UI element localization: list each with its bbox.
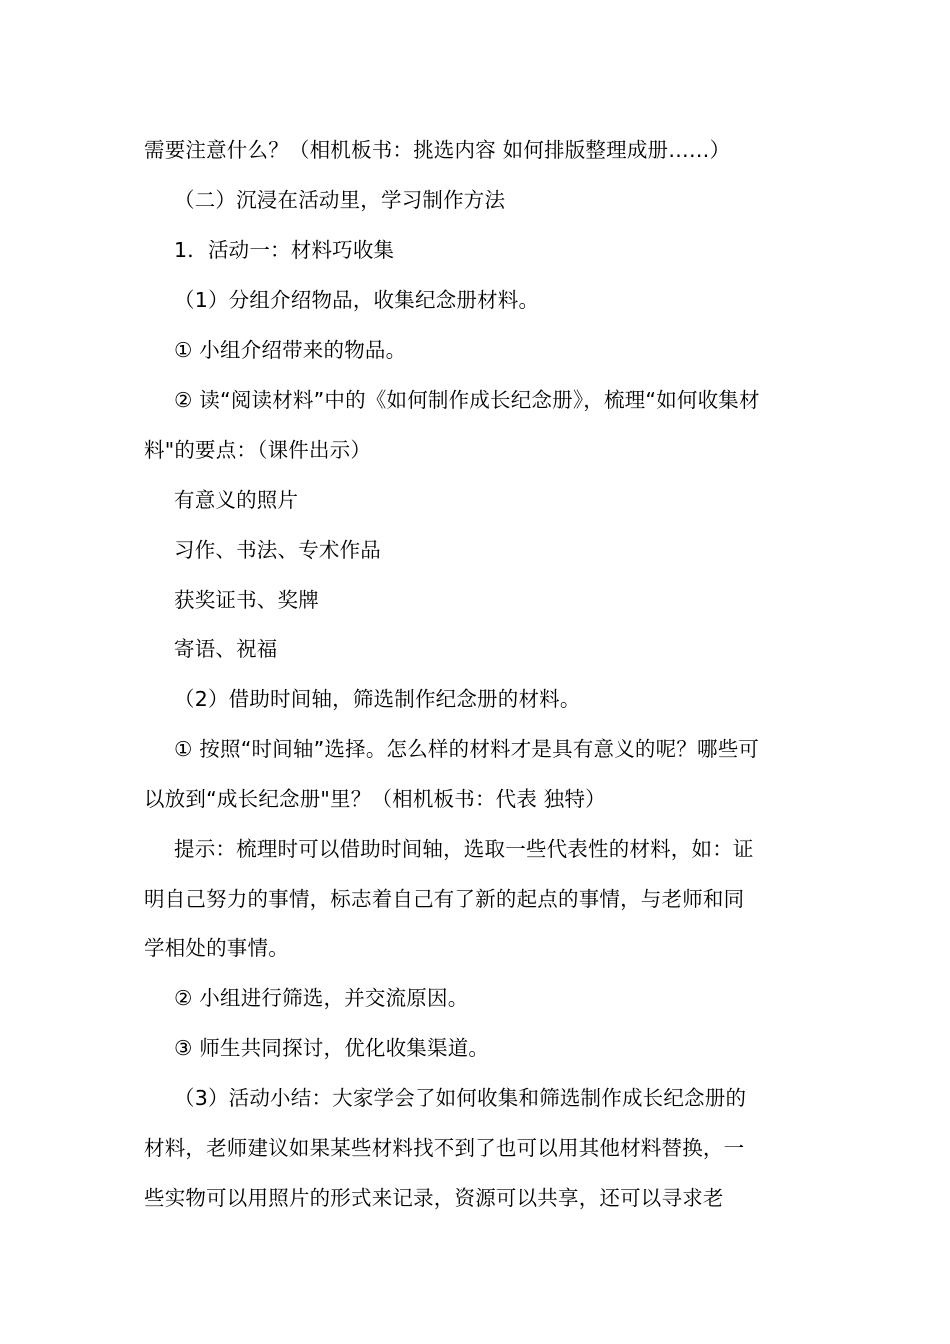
subsection-heading: （1）分组介绍物品，收集纪念册材料。 xyxy=(174,288,540,312)
text-line: 学相处的事情。 xyxy=(144,936,289,960)
activity-heading: 1．活动一：材料巧收集 xyxy=(174,238,395,262)
material-item: 获奖证书、奖牌 xyxy=(174,588,319,612)
list-item: ① 按照“时间轴”选择。怎么样的材料才是具有意义的呢？哪些可 xyxy=(174,737,760,761)
text-line: 以放到“成长纪念册"里？（相机板书：代表 独特） xyxy=(144,787,606,811)
tip-paragraph: 提示：梳理时可以借助时间轴，选取一些代表性的材料，如：证 xyxy=(174,837,754,861)
material-item: 习作、书法、专术作品 xyxy=(174,538,381,562)
text-line: 明自己努力的事情，标志着自己有了新的起点的事情，与老师和同 xyxy=(144,887,745,911)
section-heading: （二）沉浸在活动里，学习制作方法 xyxy=(174,188,506,212)
list-item: ③ 师生共同探讨，优化收集渠道。 xyxy=(174,1036,490,1060)
list-item: ② 读“阅读材料”中的《如何制作成长纪念册》，梳理“如何收集材 xyxy=(174,388,760,412)
text-line: 需要注意什么？（相机板书：挑选内容 如何排版整理成册……） xyxy=(144,138,731,162)
list-item: ① 小组介绍带来的物品。 xyxy=(174,338,407,362)
subsection-heading: （2）借助时间轴，筛选制作纪念册的材料。 xyxy=(174,687,581,711)
text-line: 料"的要点：（课件出示） xyxy=(144,438,372,462)
material-item: 寄语、祝福 xyxy=(174,637,278,661)
text-line: 材料，老师建议如果某些材料找不到了也可以用其他材料替换，一 xyxy=(144,1136,745,1160)
text-line: 些实物可以用照片的形式来记录，资源可以共享，还可以寻求老 xyxy=(144,1186,724,1210)
material-item: 有意义的照片 xyxy=(174,488,299,512)
summary-paragraph: （3）活动小结：大家学会了如何收集和筛选制作成长纪念册的 xyxy=(174,1086,747,1110)
list-item: ② 小组进行筛选，并交流原因。 xyxy=(174,986,469,1010)
